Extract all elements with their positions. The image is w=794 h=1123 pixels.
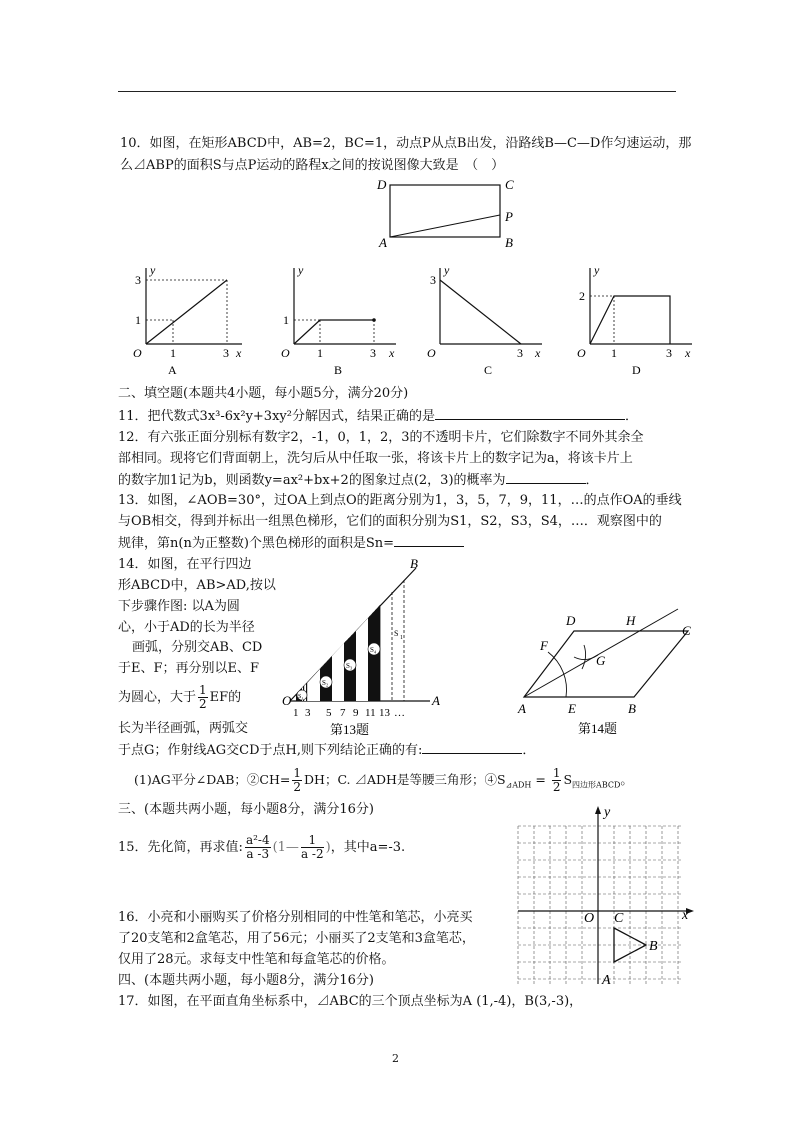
graph-b-xtick-1: 1 <box>317 346 323 360</box>
fig13-label-a: A <box>432 693 440 708</box>
q13-line1: 13．如图，∠AOB=30°，过OA上到点O的距离分别为1，3，5，7，9，11，…的点作OA的垂线 <box>118 493 682 508</box>
fig13-tick-dots: … <box>394 707 405 719</box>
q11: 11．把代数式3x³-6x²y+3xy²分解因式，结果正确的是 ． <box>118 406 638 427</box>
q10-rectangle-figure <box>372 175 520 250</box>
fig13-tick-1: 1 <box>293 707 299 719</box>
q15-frac1: $\frac{\text{a²-4}}{a -3}$ <box>245 833 270 861</box>
graph-b-caption: B <box>334 363 343 377</box>
section3-title: 三、(本题共两小题，每小题8分，满分16分) <box>118 802 374 817</box>
q12-answer-blank[interactable] <box>506 470 586 484</box>
page-number: 2 <box>392 1052 399 1065</box>
graph-a-tick-1: 1 <box>135 313 141 327</box>
fig14-label-e: E <box>568 701 576 716</box>
rect-label-d: D <box>377 177 387 192</box>
q16-line1: 16．小亮和小丽购买了价格分别相同的中性笔和笔芯，小亮买 <box>118 910 473 925</box>
q14-fraction: $\frac{1}{2}$ <box>199 683 207 711</box>
grid-label-y: y <box>604 805 611 820</box>
q14-opt-a: (1)AG平分∠DAB；②CH= <box>134 772 291 787</box>
fig14-figure <box>510 605 710 740</box>
q15-suffix: ，其中a=-3. <box>330 840 406 855</box>
graph-d-caption: D <box>632 363 641 377</box>
q14-opt-sub2: 四边形ABCD <box>572 780 621 790</box>
q14-line3: 下步骤作图: 以A为圆 <box>118 599 240 614</box>
q14-line2: 形ABCD中，AB>AD,按以 <box>118 578 276 593</box>
fig13-label-o: O <box>282 693 292 708</box>
q10-line2: 么⊿ABP的面积S与点P运动的路程x之间的按说图像大致是 （ ） <box>120 158 505 173</box>
grid-label-x: x <box>682 908 689 923</box>
graph-a-xtick-3: 3 <box>223 346 229 360</box>
graph-a-y: y <box>150 263 156 277</box>
graph-a-origin: O <box>133 346 142 360</box>
graph-c-caption: C <box>484 363 493 377</box>
graph-d-xtick-1: 1 <box>611 346 617 360</box>
q13-answer-blank[interactable] <box>394 533 464 547</box>
graph-d-x: x <box>685 346 691 360</box>
q15-prefix: 15．先化简，再求值: <box>118 840 243 855</box>
q14-line5: 画弧，分别交AB、CD <box>132 640 263 655</box>
graph-c-x: x <box>535 346 541 360</box>
q14-line6: 于E、F；再分别以E、F <box>118 661 260 676</box>
q14-opt-sub1: ⊿ADH <box>505 780 532 790</box>
fig14-label-b: B <box>628 701 636 716</box>
fig13-s1: S₁ <box>298 694 304 700</box>
fig14-caption: 第14题 <box>578 721 618 736</box>
q14-line4: 心，小于AD的长为半径 <box>118 620 255 635</box>
fig13-tick-9: 9 <box>353 707 359 719</box>
fig13-tick-5: 5 <box>326 707 332 719</box>
coordinate-grid <box>512 804 696 988</box>
fig14-label-f: F <box>540 638 548 653</box>
q12-line1: 12．有六张正面分别标有数字2，-1，0，1，2，3的不透明卡片，它们除数字不同外其余全 <box>118 430 644 445</box>
graph-a-tick-3: 3 <box>135 273 141 287</box>
q14-line1: 14．如图，在平行四边 <box>118 557 252 572</box>
fig13-figure <box>282 556 447 741</box>
graph-a-x: x <box>236 346 242 360</box>
rect-label-b: B <box>505 235 513 250</box>
grid-label-o: O <box>584 911 595 926</box>
q14-opt-frac2: $\frac{1}{2}$ <box>552 766 561 794</box>
rect-label-c: C <box>505 177 514 192</box>
rect-label-p: P <box>505 209 513 224</box>
graph-a-xtick-1: 1 <box>170 346 176 360</box>
fig14-label-h: H <box>626 613 636 628</box>
graph-d <box>574 262 699 377</box>
graph-c-origin: O <box>427 346 436 360</box>
graph-d-xtick-3: 3 <box>666 346 672 360</box>
graph-a-caption: A <box>168 363 177 377</box>
grid-label-a: A <box>602 973 611 988</box>
fig13-tick-7: 7 <box>340 707 346 719</box>
fig13-tick-13: 13 <box>379 707 390 719</box>
q14-line9-wrap: 于点G；作射线AG交CD于点H,则下列结论正确的有: ． <box>118 740 535 761</box>
q14-line9: 于点G；作射线AG交CD于点H,则下列结论正确的有: <box>118 743 423 758</box>
fig14-label-g: G <box>596 653 606 668</box>
graph-a <box>130 262 245 377</box>
fig14-label-c: C <box>682 623 691 638</box>
q15-paren-close: ) <box>325 840 331 855</box>
graph-d-origin: O <box>577 346 586 360</box>
q13-line3: 规律，第n(n为正整数)个黑色梯形的面积是Sn= <box>118 536 395 551</box>
graph-b-xtick-3: 3 <box>370 346 376 360</box>
fig13-s3: S₃ <box>346 662 353 670</box>
graph-b-origin: O <box>281 346 290 360</box>
grid-label-b: B <box>649 939 658 954</box>
q12-line3-wrap: 的数字加1记为b，则函数y=ax²+bx+2的图象过点(2，3)的概率为 ． <box>118 470 599 491</box>
graph-b-tick-1: 1 <box>283 313 289 327</box>
fig13-s2: S₂ <box>322 679 329 687</box>
q14-line7a: 为圆心，大于 <box>118 690 197 705</box>
q14-line7b: EF的 <box>209 690 242 705</box>
graph-d-y: y <box>594 263 600 277</box>
q14-line8: 长为半径画弧，两弧交 <box>118 721 249 736</box>
q12-line2: 部相同。现将它们背面朝上，洗匀后从中任取一张，将该卡片上的数字记为a，将该卡片上 <box>118 451 633 466</box>
graph-c-tick-3: 3 <box>430 273 436 287</box>
fig13-sn: S <box>394 629 399 638</box>
q13-line2: 与OB相交，得到并标出一组黑色梯形，它们的面积分别为S1，S2，S3，S4，…．观察图中的 <box>118 514 662 529</box>
q14-options: (1)AG平分∠DAB；②CH= $\frac{1}{2}$ DH；C. ⊿ADH是等腰三角形；$④S_{⊿ADH}$ = $\frac{1}{2}$ $S_{四边形ABCD}$。 <box>134 766 633 794</box>
q14-line7 <box>118 680 241 716</box>
graph-b-y: y <box>298 263 304 277</box>
fig13-tick-11: 11 <box>365 707 376 719</box>
q14-opt-frac1: $\frac{1}{2}$ <box>293 766 302 794</box>
q13-line3-wrap <box>118 533 464 554</box>
fig13-caption: 第13题 <box>330 722 370 737</box>
graph-c-xtick-3: 3 <box>517 346 523 360</box>
fig13-tick-3: 3 <box>305 707 311 719</box>
q15-frac2: $\frac{1}{a -2}$ <box>300 833 324 861</box>
rect-label-a: A <box>379 235 387 250</box>
section4-title: 四、(本题共两小题，每小题8分，满分16分) <box>118 973 374 988</box>
q10-line1: 10．如图，在矩形ABCD中，AB=2，BC=1，动点P从点B出发，沿路线B—C—D作匀速运动，那 <box>120 136 692 151</box>
q12-line3: 的数字加1记为b，则函数y=ax²+bx+2的图象过点(2，3)的概率为 <box>118 473 506 488</box>
graph-c-y: y <box>444 263 450 277</box>
fig13-sn-sub: 1 <box>400 635 403 641</box>
q16-line2: 了20支笔和2盒笔芯，用了56元；小丽买了2支笔和3盒笔芯， <box>118 931 475 946</box>
fig13-s4: S₄ <box>370 646 377 654</box>
q17-text: 17．如图，在平面直角坐标系中，⊿ABC的三个顶点坐标为A (1,-4)，B(3,-3)， <box>118 994 583 1009</box>
q14-answer-blank[interactable] <box>422 740 522 754</box>
fig13-label-b: B <box>410 556 418 571</box>
q16-line3: 仅用了28元。求每支中性笔和每盒笔芯的价格。 <box>118 952 395 967</box>
grid-label-c: C <box>614 911 624 926</box>
q11-text: 11．把代数式3x³-6x²y+3xy²分解因式，结果正确的是 <box>118 409 435 424</box>
q15-paren-open: (1— <box>272 840 299 855</box>
q14-opt-b: DH；C. ⊿ADH是等腰三角形；④S <box>304 772 506 787</box>
fig14-label-d: D <box>566 613 576 628</box>
header-rule <box>118 91 676 92</box>
q15 <box>118 828 405 868</box>
graph-c <box>424 262 549 377</box>
graph-b-x: x <box>389 346 395 360</box>
fig14-label-a: A <box>518 701 526 716</box>
graph-d-tick-2: 2 <box>579 289 585 303</box>
section2-title: 二、填空题(本题共4小题，每小题5分，满分20分) <box>118 386 409 401</box>
graph-b <box>278 262 403 377</box>
q11-answer-blank[interactable] <box>435 406 625 420</box>
